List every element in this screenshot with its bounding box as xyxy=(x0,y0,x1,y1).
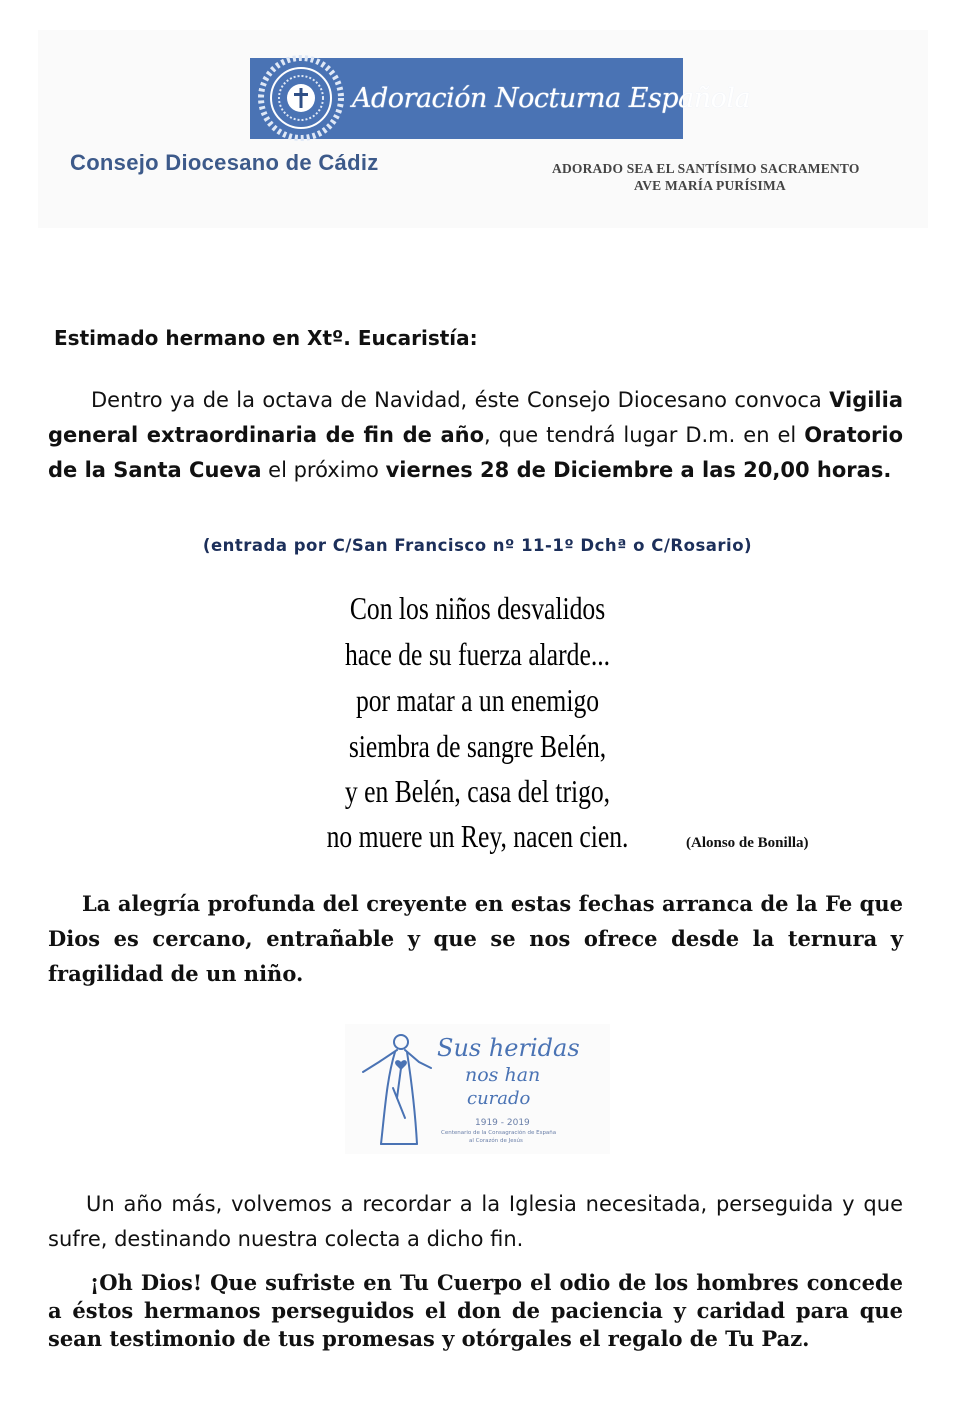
intro-paragraph xyxy=(48,383,903,488)
council-name: Consejo Diocesano de Cádiz xyxy=(70,150,379,175)
poem-line: hace de su fuerza alarde... xyxy=(344,636,611,672)
intro-text-3: el próximo xyxy=(261,458,386,482)
joy-text: La alegría profunda del creyente en estas fechas arranca de la Fe que Dios es cercano, entrañable y que se nos ofrece desde la ternura y fragilidad de un niño. xyxy=(48,891,903,986)
centenary-subtitle-1: Centenario de la Consagración de España xyxy=(441,1130,557,1136)
poem-line: siembra de sangre Belén, xyxy=(348,728,607,764)
intro-venue: Oratorio de la Santa Cueva xyxy=(48,423,904,482)
entrance-address: (entrada por C/San Francisco nº 11-1º Dchª o C/Rosario) xyxy=(202,536,753,555)
organization-name-banner: Adoración Nocturna Española xyxy=(352,83,751,114)
sacred-heart-figure-icon xyxy=(357,1028,437,1150)
letter-greeting: Estimado hermano en Xtº. Eucaristía: xyxy=(54,326,478,350)
centenary-subtitle-2: al Corazón de Jesús xyxy=(469,1138,523,1144)
poem-line: no muere un Rey, nacen cien. xyxy=(326,818,629,854)
poem-line: y en Belén, casa del trigo, xyxy=(344,773,611,809)
poem-author: (Alonso de Bonilla) xyxy=(686,835,809,851)
centenary-logo xyxy=(345,1024,610,1154)
centenary-script-line-2: nos han xyxy=(465,1064,541,1086)
monstrance-emblem-icon xyxy=(255,52,347,144)
centenary-script-line-1: Sus heridas xyxy=(437,1034,580,1062)
intro-text-2: , que tendrá lugar D.m. en el xyxy=(484,423,805,447)
centenary-years: 1919 - 2019 xyxy=(475,1118,530,1128)
collection-text: Un año más, volvemos a recordar a la Iglesia necesitada, perseguida y que sufre, destinando nuestra colecta a dicho fin. xyxy=(48,1192,903,1251)
poem-line: Con los niños desvalidos xyxy=(349,590,606,626)
motto-line-2: AVE MARÍA PURÍSIMA xyxy=(634,178,786,193)
prayer-paragraph xyxy=(48,1269,903,1353)
intro-datetime: viernes 28 de Diciembre a las 20,00 horas. xyxy=(385,458,892,482)
intro-text-1: Dentro ya de la octava de Navidad, éste Consejo Diocesano convoca xyxy=(91,388,830,412)
joy-paragraph xyxy=(48,886,903,991)
prayer-text: ¡Oh Dios! Que sufriste en Tu Cuerpo el odio de los hombres concede a éstos hermanos perseguidos el don de paciencia y caridad para que sean testimonio de tus promesas y otórgales el regalo de Tu Paz. xyxy=(48,1270,903,1351)
motto-line-1: ADORADO SEA EL SANTÍSIMO SACRAMENTO xyxy=(552,161,860,176)
poem-line: por matar a un enemigo xyxy=(355,682,600,718)
intro-event-name: Vigilia general extraordinaria de fin de año xyxy=(48,388,903,447)
collection-paragraph xyxy=(48,1187,903,1257)
centenary-script-line-3: curado xyxy=(467,1088,531,1109)
